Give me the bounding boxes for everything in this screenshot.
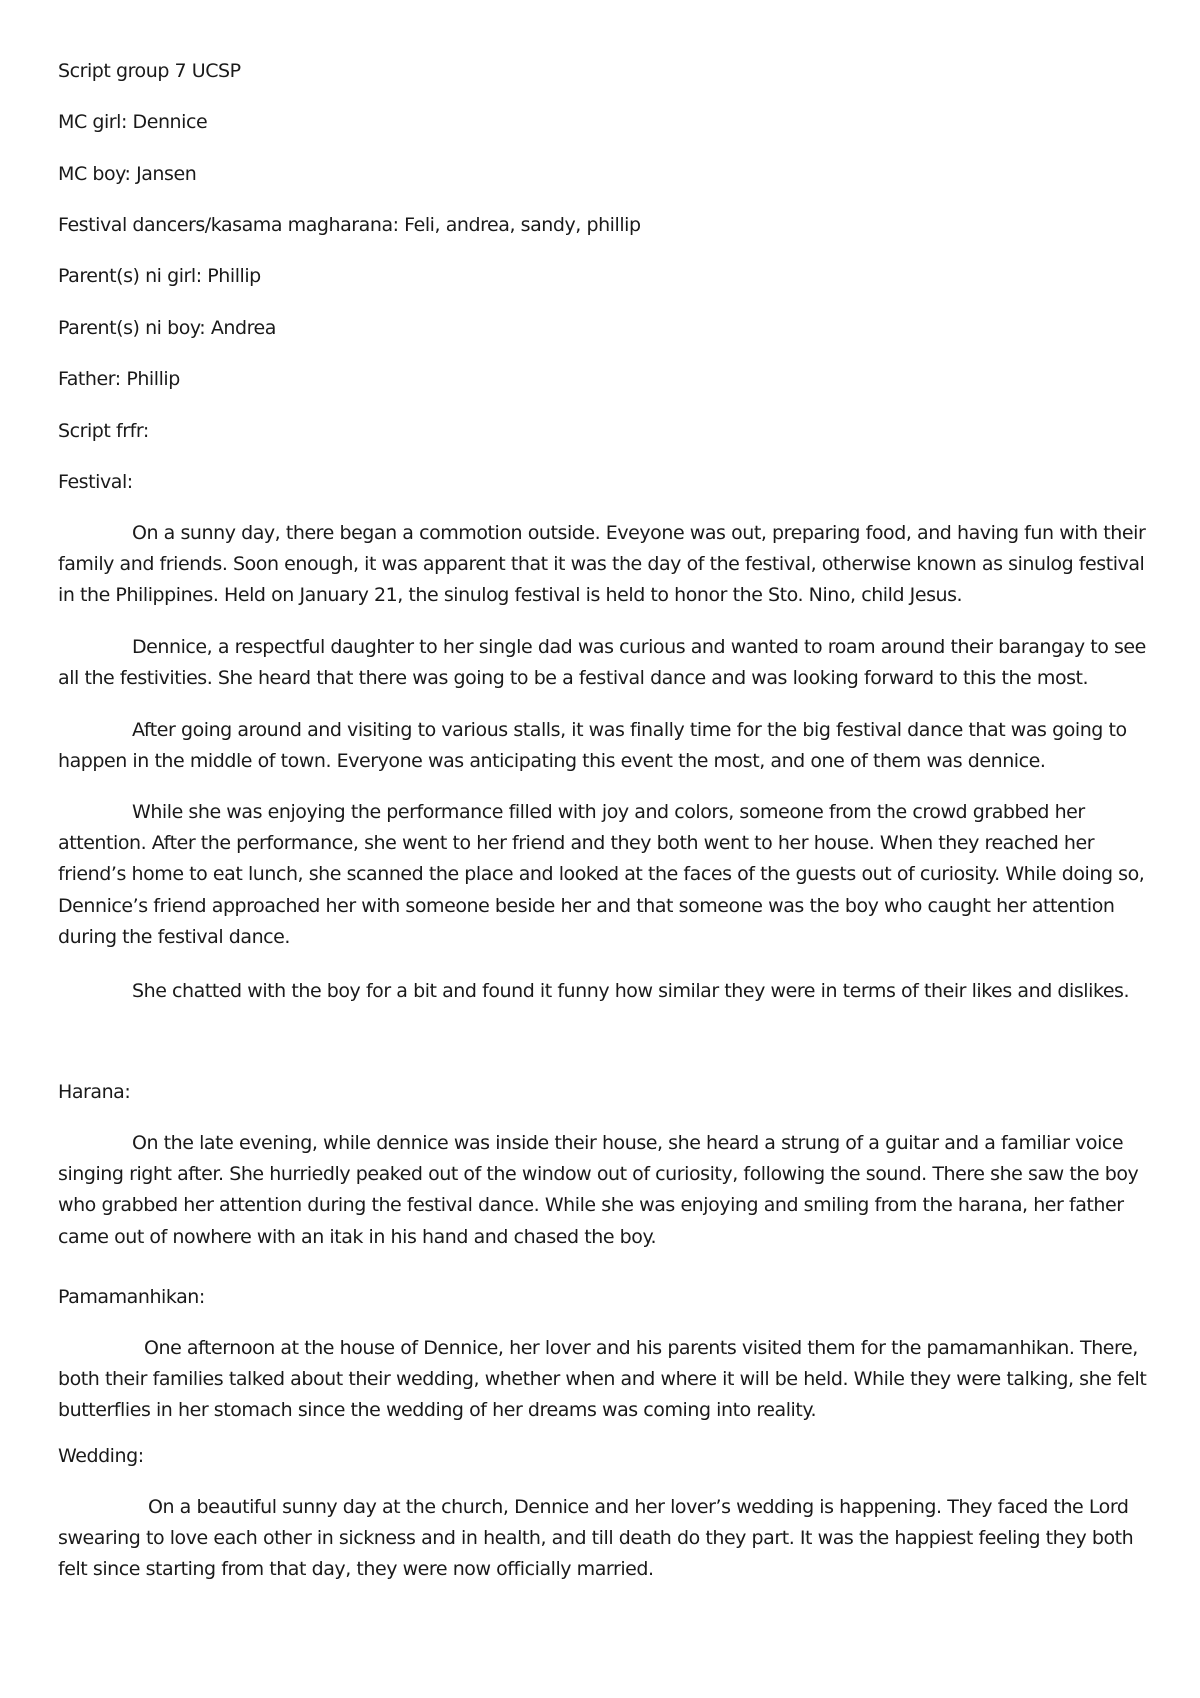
script-title: Script group 7 UCSP	[58, 60, 241, 82]
festival-paragraph-3: After going around and visiting to various stalls, it was finally time for the big festival dance that was going to happen in the middle of town. Everyone was anticipating this event the most, and one of them was dennice.	[58, 719, 1127, 773]
festival-paragraph-1: On a sunny day, there began a commotion outside. Eveyone was out, preparing food, and having fun with their family and friends. Soon enough, it was apparent that it was the day of the festival, otherwise known as sinulog festival in the Philippines. Held on January 21, the sinulog festival is held to honor the Sto. Nino, child Jesus.	[58, 522, 1146, 607]
harana-paragraph: On the late evening, while dennice was inside their house, she heard a strung of a guitar and a familiar voice singing right after. She hurriedly peaked out of the window out of curiosity, following the sound. There she saw the boy who grabbed her attention during the festival dance. While she was enjoying and smiling from the harana, her father came out of nowhere with an itak in his hand and chased the boy.	[58, 1132, 1139, 1248]
mc-boy-line: MC boy: Jansen	[58, 163, 197, 185]
mc-girl-line: MC girl: Dennice	[58, 111, 208, 133]
festival-paragraph-5: She chatted with the boy for a bit and found it funny how similar they were in terms of their likes and dislikes.	[132, 980, 1130, 1002]
pamamanhikan-heading: Pamamanhikan:	[58, 1286, 205, 1308]
parent-girl-line: Parent(s) ni girl: Phillip	[58, 265, 261, 287]
festival-paragraph-2: Dennice, a respectful daughter to her single dad was curious and wanted to roam around their barangay to see all the festivities. She heard that there was going to be a festival dance and was looking forward to this the most.	[58, 636, 1146, 690]
wedding-paragraph: On a beautiful sunny day at the church, Dennice and her lover’s wedding is happening. They faced the Lord swearing to love each other in sickness and in health, and till death do they part. It was the happiest feeling they both felt since starting from that day, they were now officially married.	[58, 1496, 1134, 1581]
parent-boy-line: Parent(s) ni boy: Andrea	[58, 317, 276, 339]
wedding-heading: Wedding:	[58, 1445, 144, 1467]
harana-heading: Harana:	[58, 1081, 131, 1103]
pamamanhikan-paragraph: One afternoon at the house of Dennice, her lover and his parents visited them for the pamamanhikan. There, both their families talked about their wedding, whether when and where it will be held. While they were talking, she felt butterflies in her stomach since the wedding of her dreams was coming into reality.	[58, 1337, 1147, 1422]
festival-heading: Festival:	[58, 471, 133, 493]
dancers-line: Festival dancers/kasama magharana: Feli, andrea, sandy, phillip	[58, 214, 641, 236]
festival-paragraph-4: While she was enjoying the performance filled with joy and colors, someone from the crowd grabbed her attention. After the performance, she went to her friend and they both went to her house. When they reached her friend’s home to eat lunch, she scanned the place and looked at the faces of the guests out of curiosity. While doing so, Dennice’s friend approached her with someone beside her and that someone was the boy who caught her attention during the festival dance.	[58, 801, 1145, 948]
father-line: Father: Phillip	[58, 368, 180, 390]
script-label: Script frfr:	[58, 420, 149, 442]
